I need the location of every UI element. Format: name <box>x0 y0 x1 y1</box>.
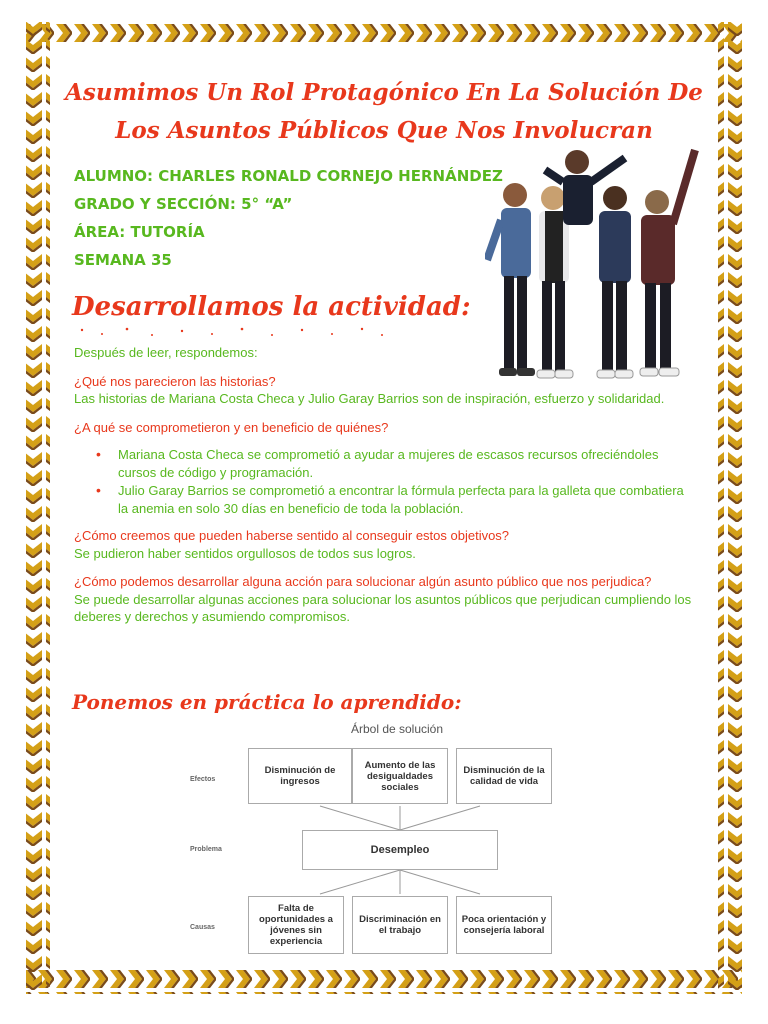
title-line-2: Los Asuntos Públicos Que Nos Involucran <box>115 117 653 144</box>
student-name: ALUMNO: CHARLES RONALD CORNEJO HERNÁNDEZ <box>74 167 503 185</box>
student-week: SEMANA 35 <box>74 251 172 269</box>
problem-box: Desempleo <box>302 830 498 870</box>
effect-box: Disminución de la calidad de vida <box>456 748 552 804</box>
list-item: • Julio Garay Barrios se comprometió a encontrar la fórmula perfecta para la galleta que combatiera la anemia en solo 30 días en beneficio de toda la población. <box>74 482 696 517</box>
effects-label: Efectos <box>190 776 216 783</box>
answer-4: Se puede desarrollar algunas acciones para solucionar los asuntos públicos que perjudican cumpliendo los deberes y derechos y asumiendo compromisos. <box>74 591 692 624</box>
cause-box: Discriminación en el trabajo <box>352 896 448 954</box>
student-info <box>74 162 503 274</box>
causes-label: Causas <box>190 924 215 931</box>
question-3: ¿Cómo creemos que pueden haberse sentido al conseguir estos objetivos? <box>74 528 510 543</box>
activity-heading: Desarrollamos la actividad: <box>72 292 471 322</box>
list-item: • Mariana Costa Checa se comprometió a ayudar a mujeres de escasos recursos ofreciéndoles cursos de código y programación. <box>74 446 696 481</box>
question-1: ¿Qué nos parecieron las historias? <box>74 373 276 389</box>
practice-heading: Ponemos en práctica lo aprendido: <box>72 690 462 714</box>
answer-2-list <box>74 446 696 517</box>
answer-3: Se pudieron haber sentidos orgullosos de todos sus logros. <box>74 545 416 561</box>
effect-box: Disminución de ingresos <box>248 748 352 804</box>
effect-box: Aumento de las desigualdades sociales <box>352 748 448 804</box>
question-2: ¿A qué se comprometieron y en beneficio de quiénes? <box>74 419 389 435</box>
activity-body <box>74 344 696 626</box>
intro-text: Después de leer, respondemos: <box>74 345 258 360</box>
question-4: ¿Cómo podemos desarrollar alguna acción para solucionar algún asunto público que nos perjudica? <box>74 574 652 589</box>
cause-box: Poca orientación y consejería laboral <box>456 896 552 954</box>
sparkle-decoration <box>72 326 392 338</box>
page-title <box>60 74 708 150</box>
student-area: ÁREA: TUTORÍA <box>74 223 205 241</box>
tree-title: Árbol de solución <box>350 722 444 736</box>
cause-box: Falta de oportunidades a jóvenes sin experiencia <box>248 896 344 954</box>
answer-1: Las historias de Mariana Costa Checa y Julio Garay Barrios son de inspiración, esfuerzo y solidaridad. <box>74 391 665 406</box>
problem-label: Problema <box>190 846 222 853</box>
solution-tree-diagram <box>180 722 600 962</box>
title-line-1: Asumimos Un Rol Protagónico En La Solución De <box>65 79 703 106</box>
student-grade: GRADO Y SECCIÓN: 5° “A” <box>74 195 293 213</box>
